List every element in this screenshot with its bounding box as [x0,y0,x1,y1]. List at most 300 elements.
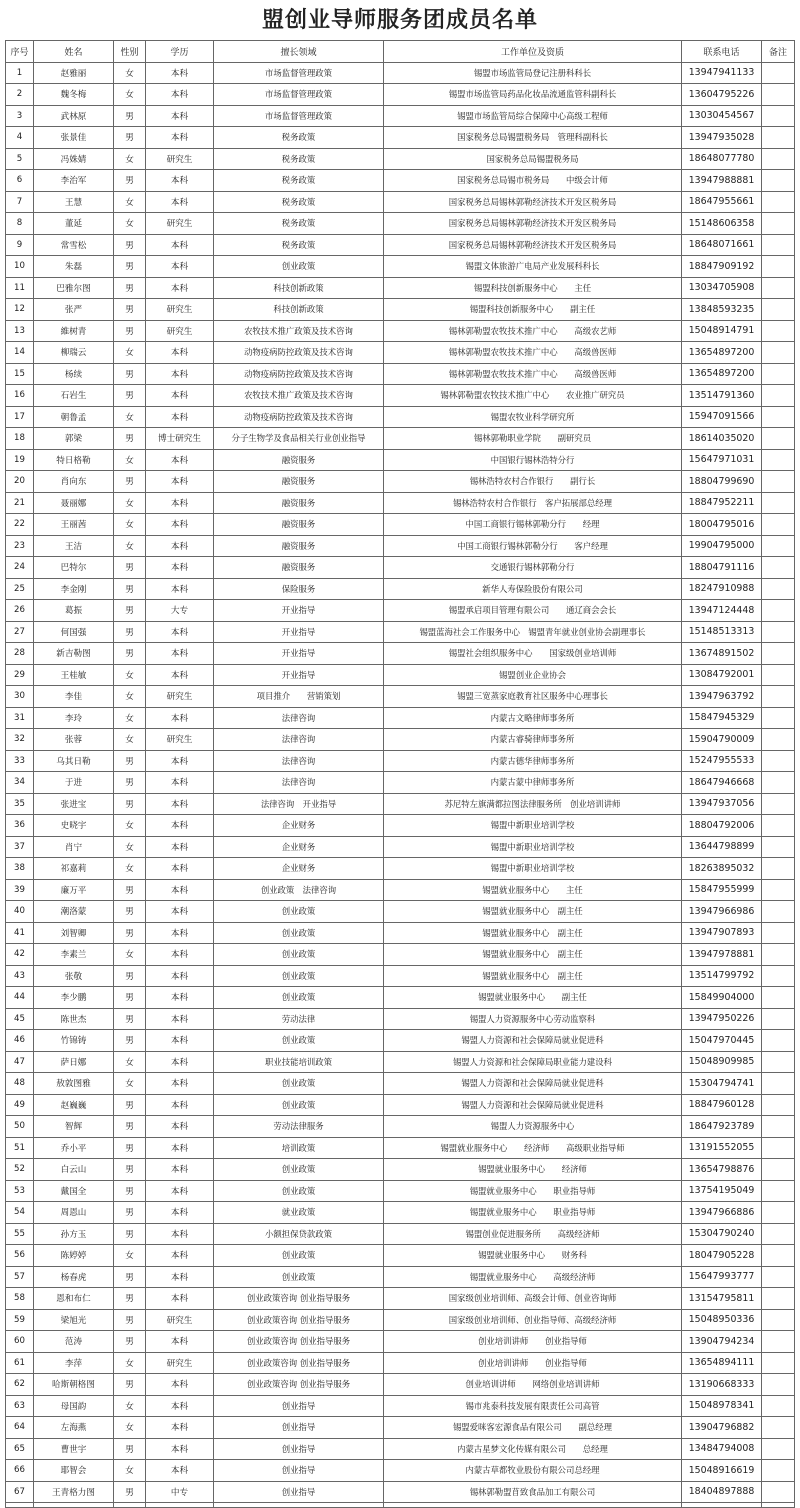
cell-index: 32 [6,729,34,751]
cell-education: 本科 [146,621,214,643]
cell-phone: 13604795226 [682,84,762,106]
cell-name: 潮洛蒙 [34,901,114,923]
cell-gender: 男 [114,1331,146,1353]
cell-name: 张敬 [34,965,114,987]
cell-remarks [762,1245,795,1267]
table-row [6,836,795,858]
cell-index: 64 [6,1417,34,1439]
cell-employer: 锡盟人力资源和社会保障局就业促进科 [384,1094,682,1116]
cell-index: 1 [6,62,34,84]
cell-employer: 锡盟文体旅游广电局产业发展科科长 [384,256,682,278]
cell-name: 王桂敏 [34,664,114,686]
cell-employer: 锡盟人力资源和社会保障局职业能力建设科 [384,1051,682,1073]
cell-phone: 13084792001 [682,664,762,686]
cell-remarks [762,1202,795,1224]
cell-expertise: 法律咨询 [214,772,384,794]
cell-employer: 锡盟就业服务中心 职业指导师 [384,1180,682,1202]
cell-expertise: 企业财务 [214,836,384,858]
cell-phone: 13484794008 [682,1438,762,1460]
cell-index: 10 [6,256,34,278]
cell-education: 本科 [146,342,214,364]
cell-index: 25 [6,578,34,600]
cell-index: 62 [6,1374,34,1396]
cell-remarks [762,901,795,923]
table-row [6,127,795,149]
cell-education: 本科 [146,772,214,794]
cell-index: 31 [6,707,34,729]
cell-expertise: 创业指导 [214,1395,384,1417]
cell-index: 61 [6,1352,34,1374]
cell-name: 于进 [34,772,114,794]
table-body [6,62,795,1508]
cell-remarks [762,84,795,106]
cell-name: 李佳 [34,686,114,708]
cell-gender: 男 [114,879,146,901]
cell-expertise: 创业政策咨询 创业指导服务 [214,1352,384,1374]
cell-remarks [762,62,795,84]
cell-education: 本科 [146,127,214,149]
cell-expertise: 分子生物学及食品相关行业创业指导 [214,428,384,450]
cell-name: 张景佳 [34,127,114,149]
table-row [6,320,795,342]
header-education: 学历 [146,41,214,63]
cell-remarks [762,105,795,127]
cell-employer: 国家税务总局锡林郭勒经济技术开发区税务局 [384,213,682,235]
cell-employer: 锡林郭勒盟农牧技术推广中心 高级兽医师 [384,363,682,385]
cell-name: 范涛 [34,1331,114,1353]
cell-name: 李金刚 [34,578,114,600]
cell-name: 孙方玉 [34,1223,114,1245]
cell-education: 本科 [146,1460,214,1482]
cell-education: 本科 [146,944,214,966]
cell-education: 本科 [146,987,214,1009]
cell-employer: 锡林郭勒盟农牧技术推广中心 高级农艺师 [384,320,682,342]
cell-education: 本科 [146,836,214,858]
cell-phone: 18247910988 [682,578,762,600]
cell-index: 33 [6,750,34,772]
cell-index: 26 [6,600,34,622]
cell-name: 肖向东 [34,471,114,493]
cell-remarks [762,428,795,450]
cell-gender: 女 [114,1417,146,1439]
cell-expertise: 创业政策咨询 创业指导服务 [214,1374,384,1396]
table-row [6,1094,795,1116]
table-row [6,342,795,364]
cell-gender: 女 [114,535,146,557]
cell-index: 63 [6,1395,34,1417]
cell-gender: 男 [114,1223,146,1245]
cell-education: 本科 [146,578,214,600]
cell-remarks [762,1030,795,1052]
cell-gender: 女 [114,858,146,880]
cell-phone: 18647955661 [682,191,762,213]
cell-gender: 男 [114,1116,146,1138]
cell-index: 19 [6,449,34,471]
cell-name: 常雪松 [34,234,114,256]
cell-remarks [762,557,795,579]
cell-education: 本科 [146,750,214,772]
cell-gender: 男 [114,428,146,450]
header-expertise: 擅长领域 [214,41,384,63]
cell-expertise: 融资服务 [214,535,384,557]
cell-gender: 男 [114,987,146,1009]
table-row [6,1438,795,1460]
table-row [6,557,795,579]
cell-index: 21 [6,492,34,514]
cell-gender: 男 [114,772,146,794]
cell-employer: 锡盟承启项目管理有限公司 通辽商会会长 [384,600,682,622]
cell-expertise: 科技创新政策 [214,277,384,299]
cell-name: 恩和布仁 [34,1288,114,1310]
cell-index: 3 [6,105,34,127]
cell-expertise: 市场监督管理政策 [214,84,384,106]
cell-employer: 国家税务总局锡市税务局 中级会计师 [384,170,682,192]
cell-index: 42 [6,944,34,966]
cell-index: 43 [6,965,34,987]
cell-remarks [762,1288,795,1310]
cell-gender: 男 [114,1481,146,1503]
cell-expertise: 开业指导 [214,621,384,643]
cell-employer: 国家税务总局锡盟税务局 管理科副科长 [384,127,682,149]
cell-phone: 15048916619 [682,1460,762,1482]
cell-education: 本科 [146,1008,214,1030]
cell-education: 本科 [146,1266,214,1288]
cell-phone: 13947941133 [682,62,762,84]
cell-phone: 13947124448 [682,600,762,622]
cell-remarks [762,256,795,278]
cell-expertise: 创业指导 [214,1438,384,1460]
cell-employer: 锡盟创业促进服务所 高级经济师 [384,1223,682,1245]
cell-expertise: 创业政策 [214,1030,384,1052]
cell-name: 智辉 [34,1116,114,1138]
cell-remarks [762,170,795,192]
cell-expertise: 创业指导 [214,1481,384,1503]
cell-name: 戴国全 [34,1180,114,1202]
cell-index: 44 [6,987,34,1009]
cell-phone: 15048950336 [682,1309,762,1331]
cell-name: 特日格勒 [34,449,114,471]
cell-index: 22 [6,514,34,536]
cell-employer: 锡市兆泰科技发展有限责任公司高管 [384,1395,682,1417]
cell-employer: 锡林郭勒盟苜致食品加工有限公司 [384,1481,682,1503]
cell-employer: 锡林浩特农村合作银行 副行长 [384,471,682,493]
cell-phone: 13654897200 [682,342,762,364]
cell-gender: 男 [114,793,146,815]
cell-employer: 锡盟就业服务中心 经济师 高级职业指导师 [384,1137,682,1159]
cell-education: 本科 [146,1223,214,1245]
cell-expertise: 开业指导 [214,664,384,686]
cell-name: 祁嘉莉 [34,858,114,880]
empty-cell [384,1503,682,1508]
table-row [6,1288,795,1310]
cell-remarks [762,987,795,1009]
cell-employer: 锡盟市场监管局登记注册科科长 [384,62,682,84]
cell-education: 研究生 [146,686,214,708]
cell-expertise: 就业政策 [214,1202,384,1224]
cell-education: 本科 [146,1030,214,1052]
cell-name: 董延 [34,213,114,235]
cell-phone: 15048909985 [682,1051,762,1073]
cell-expertise: 市场监督管理政策 [214,62,384,84]
table-row [6,1266,795,1288]
cell-gender: 男 [114,750,146,772]
cell-expertise: 融资服务 [214,557,384,579]
cell-remarks [762,213,795,235]
cell-employer: 锡林郭勒职业学院 副研究员 [384,428,682,450]
cell-gender: 男 [114,1288,146,1310]
header-remarks: 备注 [762,41,795,63]
cell-gender: 男 [114,1309,146,1331]
cell-gender: 男 [114,105,146,127]
cell-employer: 锡盟就业服务中心 副主任 [384,944,682,966]
cell-phone: 18847952211 [682,492,762,514]
cell-name: 維树青 [34,320,114,342]
cell-index: 67 [6,1481,34,1503]
cell-remarks [762,879,795,901]
cell-expertise: 开业指导 [214,600,384,622]
cell-gender: 男 [114,127,146,149]
cell-gender: 女 [114,191,146,213]
cell-expertise: 创业指导 [214,1417,384,1439]
cell-education: 本科 [146,363,214,385]
cell-expertise: 税务政策 [214,127,384,149]
table-row [6,148,795,170]
cell-remarks [762,600,795,622]
cell-expertise: 农牧技术推广政策及技术咨询 [214,385,384,407]
cell-gender: 女 [114,1395,146,1417]
cell-phone: 18047905228 [682,1245,762,1267]
cell-remarks [762,664,795,686]
cell-phone: 13947988881 [682,170,762,192]
cell-remarks [762,621,795,643]
cell-remarks [762,277,795,299]
cell-index: 4 [6,127,34,149]
cell-phone: 18648071661 [682,234,762,256]
cell-employer: 锡盟农牧业科学研究所 [384,406,682,428]
cell-employer: 锡盟就业服务中心 副主任 [384,965,682,987]
cell-name: 萨日娜 [34,1051,114,1073]
cell-phone: 15647993777 [682,1266,762,1288]
cell-expertise: 法律咨询 [214,729,384,751]
cell-remarks [762,1481,795,1503]
cell-remarks [762,363,795,385]
cell-name: 陈世杰 [34,1008,114,1030]
cell-phone: 13754195049 [682,1180,762,1202]
table-row [6,922,795,944]
cell-remarks [762,406,795,428]
cell-gender: 女 [114,707,146,729]
cell-gender: 男 [114,1202,146,1224]
cell-gender: 女 [114,342,146,364]
cell-gender: 女 [114,1245,146,1267]
cell-name: 李玲 [34,707,114,729]
cell-phone: 18804791116 [682,557,762,579]
cell-remarks [762,1137,795,1159]
cell-employer: 国家税务总局锡盟税务局 [384,148,682,170]
cell-remarks [762,729,795,751]
table-row [6,664,795,686]
cell-employer: 内蒙古蒙中律师事务所 [384,772,682,794]
cell-remarks [762,772,795,794]
cell-index: 47 [6,1051,34,1073]
table-row [6,535,795,557]
cell-employer: 中国工商银行锡林郭勒分行 客户经理 [384,535,682,557]
cell-index: 57 [6,1266,34,1288]
cell-phone: 15847955999 [682,879,762,901]
cell-gender: 男 [114,471,146,493]
cell-gender: 女 [114,1352,146,1374]
cell-index: 23 [6,535,34,557]
cell-education: 本科 [146,170,214,192]
cell-remarks [762,836,795,858]
cell-gender: 男 [114,363,146,385]
cell-gender: 女 [114,944,146,966]
cell-education: 本科 [146,901,214,923]
cell-remarks [762,965,795,987]
cell-expertise: 税务政策 [214,213,384,235]
cell-name: 柳瑞云 [34,342,114,364]
cell-remarks [762,815,795,837]
cell-phone: 13848593235 [682,299,762,321]
cell-name: 朝鲁孟 [34,406,114,428]
cell-gender: 女 [114,84,146,106]
cell-expertise: 创业政策咨询 创业指导服务 [214,1309,384,1331]
cell-gender: 男 [114,299,146,321]
cell-index: 51 [6,1137,34,1159]
cell-expertise: 税务政策 [214,148,384,170]
cell-education: 本科 [146,664,214,686]
cell-gender: 女 [114,492,146,514]
table-row [6,191,795,213]
cell-education: 本科 [146,406,214,428]
cell-remarks [762,578,795,600]
cell-index: 60 [6,1331,34,1353]
cell-gender: 女 [114,729,146,751]
cell-remarks [762,1417,795,1439]
cell-remarks [762,127,795,149]
cell-employer: 中国银行锡林浩特分行 [384,449,682,471]
cell-employer: 锡盟就业服务中心 经济师 [384,1159,682,1181]
cell-remarks [762,643,795,665]
cell-index: 34 [6,772,34,794]
cell-remarks [762,750,795,772]
cell-expertise: 创业政策 [214,965,384,987]
cell-phone: 18804799690 [682,471,762,493]
cell-employer: 内蒙古星梦文化传媒有限公司 总经理 [384,1438,682,1460]
cell-name: 王洁 [34,535,114,557]
cell-index: 20 [6,471,34,493]
cell-education: 本科 [146,793,214,815]
table-row [6,277,795,299]
cell-education: 本科 [146,449,214,471]
table-row [6,256,795,278]
cell-phone: 15647971031 [682,449,762,471]
table-row [6,1180,795,1202]
table-row [6,1374,795,1396]
cell-name: 乔小平 [34,1137,114,1159]
cell-phone: 18404897888 [682,1481,762,1503]
table-row [6,84,795,106]
cell-name: 张进宝 [34,793,114,815]
cell-index: 35 [6,793,34,815]
cell-employer: 锡盟就业服务中心 副主任 [384,987,682,1009]
cell-index: 52 [6,1159,34,1181]
cell-education: 本科 [146,277,214,299]
cell-index: 18 [6,428,34,450]
cell-education: 本科 [146,1395,214,1417]
cell-gender: 男 [114,385,146,407]
cell-expertise: 创业政策 [214,1266,384,1288]
empty-cell [762,1503,795,1508]
cell-employer: 苏尼特左旗满都拉图法律服务所 创业培训讲师 [384,793,682,815]
cell-expertise: 创业政策咨询 创业指导服务 [214,1288,384,1310]
cell-phone: 13947966886 [682,1202,762,1224]
cell-name: 母国韵 [34,1395,114,1417]
cell-name: 李萍 [34,1352,114,1374]
empty-cell [6,1503,34,1508]
cell-gender: 男 [114,277,146,299]
table-row [6,944,795,966]
cell-gender: 男 [114,1180,146,1202]
cell-phone: 13514791360 [682,385,762,407]
cell-gender: 男 [114,1137,146,1159]
table-row [6,492,795,514]
cell-employer: 锡盟就业服务中心 副主任 [384,901,682,923]
cell-employer: 内蒙古睿骑律师事务所 [384,729,682,751]
cell-gender: 男 [114,256,146,278]
cell-index: 65 [6,1438,34,1460]
table-row [6,707,795,729]
cell-employer: 创业培训讲师 创业指导师 [384,1331,682,1353]
table-row [6,471,795,493]
cell-employer: 锡林郭勒盟农牧技术推广中心 农业推广研究员 [384,385,682,407]
cell-index: 8 [6,213,34,235]
cell-index: 27 [6,621,34,643]
cell-name: 曹世宇 [34,1438,114,1460]
cell-phone: 18647923789 [682,1116,762,1138]
table-row [6,1202,795,1224]
cell-remarks [762,471,795,493]
cell-phone: 13904796882 [682,1417,762,1439]
cell-expertise: 科技创新政策 [214,299,384,321]
cell-name: 魏冬梅 [34,84,114,106]
table-row [6,1159,795,1181]
cell-phone: 15849904000 [682,987,762,1009]
cell-gender: 女 [114,1460,146,1482]
cell-education: 本科 [146,105,214,127]
cell-expertise: 创业政策 [214,1180,384,1202]
cell-name: 葛振 [34,600,114,622]
cell-index: 14 [6,342,34,364]
table-row [6,1395,795,1417]
cell-phone: 15148513313 [682,621,762,643]
cell-education: 博士研究生 [146,428,214,450]
cell-remarks [762,1094,795,1116]
cell-index: 36 [6,815,34,837]
cell-employer: 锡盟创业企业协会 [384,664,682,686]
cell-phone: 18847960128 [682,1094,762,1116]
cell-phone: 13904794234 [682,1331,762,1353]
cell-expertise: 农牧技术推广政策及技术咨询 [214,320,384,342]
cell-name: 赵雅丽 [34,62,114,84]
cell-employer: 创业培训讲师 网络创业培训讲师 [384,1374,682,1396]
cell-phone: 13190668333 [682,1374,762,1396]
cell-expertise: 税务政策 [214,234,384,256]
cell-phone: 13654897200 [682,363,762,385]
cell-expertise: 开业指导 [214,643,384,665]
cell-employer: 锡盟人力资源服务中心 [384,1116,682,1138]
cell-name: 巴特尔 [34,557,114,579]
